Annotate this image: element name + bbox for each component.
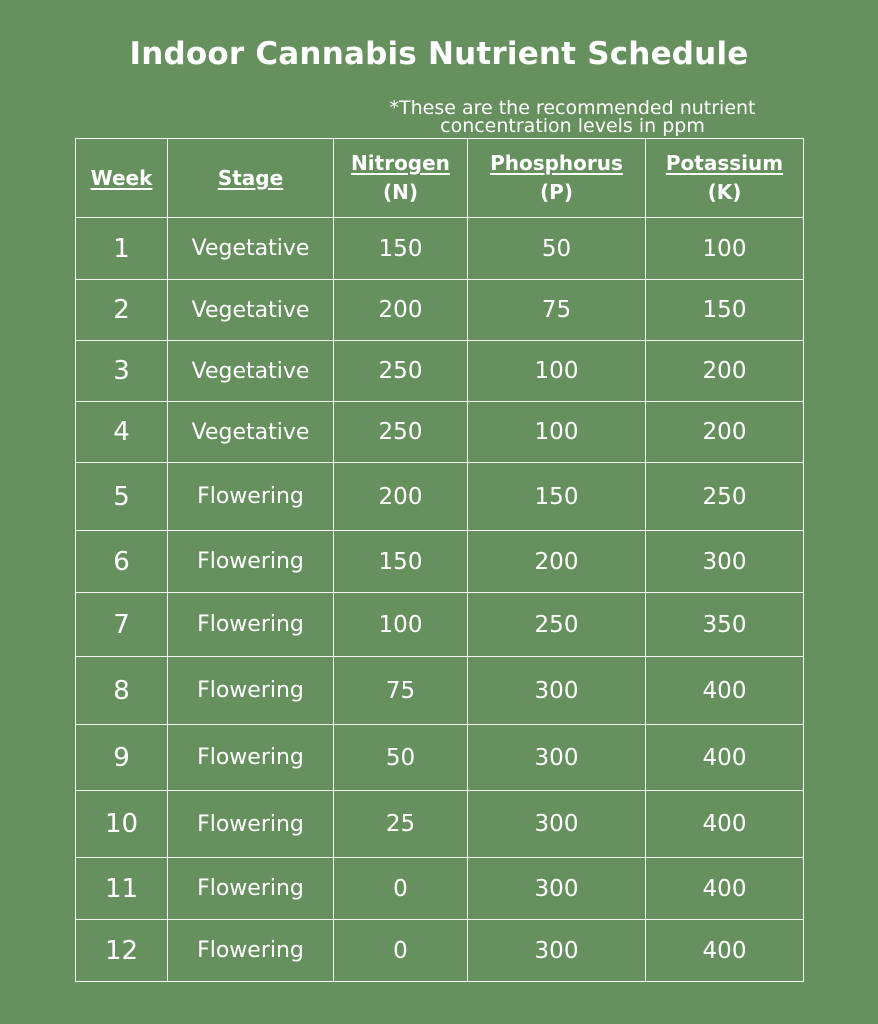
nutrient-schedule-table <box>75 138 804 982</box>
phosphorus-cell: 100 <box>468 341 646 402</box>
nitrogen-cell: 0 <box>334 858 468 920</box>
week-cell: 8 <box>76 657 168 725</box>
week-cell: 12 <box>76 920 168 982</box>
week-cell: 10 <box>76 791 168 858</box>
table-row <box>76 725 804 791</box>
stage-cell: Vegetative <box>168 218 334 280</box>
header-phosphorus-label: Phosphorus <box>490 151 623 175</box>
header-nitrogen-unit: (N) <box>382 180 419 204</box>
stage-cell: Vegetative <box>168 402 334 463</box>
table-row <box>76 531 804 593</box>
phosphorus-cell: 300 <box>468 858 646 920</box>
week-cell: 1 <box>76 218 168 280</box>
nitrogen-cell: 250 <box>334 341 468 402</box>
header-nitrogen <box>334 139 468 218</box>
header-stage <box>168 139 334 218</box>
potassium-cell: 400 <box>646 920 804 982</box>
header-potassium-label: Potassium <box>665 151 784 175</box>
table-row <box>76 402 804 463</box>
stage-cell: Vegetative <box>168 341 334 402</box>
table-row <box>76 218 804 280</box>
nitrogen-cell: 200 <box>334 463 468 531</box>
nitrogen-cell: 75 <box>334 657 468 725</box>
nitrogen-cell: 50 <box>334 725 468 791</box>
stage-cell: Vegetative <box>168 280 334 341</box>
table-row <box>76 920 804 982</box>
stage-cell: Flowering <box>168 920 334 982</box>
potassium-cell: 400 <box>646 725 804 791</box>
potassium-cell: 200 <box>646 341 804 402</box>
header-week <box>76 139 168 218</box>
nitrogen-cell: 250 <box>334 402 468 463</box>
phosphorus-cell: 300 <box>468 791 646 858</box>
stage-cell: Flowering <box>168 858 334 920</box>
table-row <box>76 280 804 341</box>
phosphorus-cell: 200 <box>468 531 646 593</box>
week-cell: 4 <box>76 402 168 463</box>
potassium-cell: 400 <box>646 657 804 725</box>
table-row <box>76 858 804 920</box>
week-cell: 2 <box>76 280 168 341</box>
stage-cell: Flowering <box>168 725 334 791</box>
stage-cell: Flowering <box>168 531 334 593</box>
week-cell: 5 <box>76 463 168 531</box>
table-row <box>76 463 804 531</box>
potassium-cell: 400 <box>646 791 804 858</box>
phosphorus-cell: 75 <box>468 280 646 341</box>
week-cell: 9 <box>76 725 168 791</box>
page-title: Indoor Cannabis Nutrient Schedule <box>129 36 749 72</box>
potassium-cell: 400 <box>646 858 804 920</box>
week-cell: 6 <box>76 531 168 593</box>
phosphorus-cell: 100 <box>468 402 646 463</box>
phosphorus-cell: 250 <box>468 593 646 657</box>
nitrogen-cell: 0 <box>334 920 468 982</box>
potassium-cell: 300 <box>646 531 804 593</box>
nitrogen-cell: 150 <box>334 218 468 280</box>
week-cell: 3 <box>76 341 168 402</box>
nitrogen-cell: 150 <box>334 531 468 593</box>
header-week-label: Week <box>90 165 153 190</box>
phosphorus-cell: 150 <box>468 463 646 531</box>
potassium-cell: 350 <box>646 593 804 657</box>
stage-cell: Flowering <box>168 593 334 657</box>
phosphorus-cell: 50 <box>468 218 646 280</box>
table-row <box>76 341 804 402</box>
table-row <box>76 657 804 725</box>
nitrogen-cell: 25 <box>334 791 468 858</box>
table-row <box>76 593 804 657</box>
stage-cell: Flowering <box>168 791 334 858</box>
phosphorus-cell: 300 <box>468 920 646 982</box>
potassium-cell: 250 <box>646 463 804 531</box>
potassium-cell: 200 <box>646 402 804 463</box>
table-row <box>76 791 804 858</box>
phosphorus-cell: 300 <box>468 725 646 791</box>
phosphorus-cell: 300 <box>468 657 646 725</box>
header-potassium <box>646 139 804 218</box>
potassium-cell: 150 <box>646 280 804 341</box>
header-stage-label: Stage <box>217 165 284 190</box>
nitrogen-cell: 100 <box>334 593 468 657</box>
table-header-row <box>76 139 804 218</box>
ppm-note: *These are the recommended nutrient concentration levels in ppm <box>389 97 756 137</box>
header-potassium-unit: (K) <box>707 180 742 204</box>
potassium-cell: 100 <box>646 218 804 280</box>
header-phosphorus-unit: (P) <box>540 180 573 204</box>
header-nitrogen-label: Nitrogen <box>351 151 450 175</box>
header-phosphorus <box>468 139 646 218</box>
week-cell: 7 <box>76 593 168 657</box>
nitrogen-cell: 200 <box>334 280 468 341</box>
stage-cell: Flowering <box>168 463 334 531</box>
week-cell: 11 <box>76 858 168 920</box>
stage-cell: Flowering <box>168 657 334 725</box>
